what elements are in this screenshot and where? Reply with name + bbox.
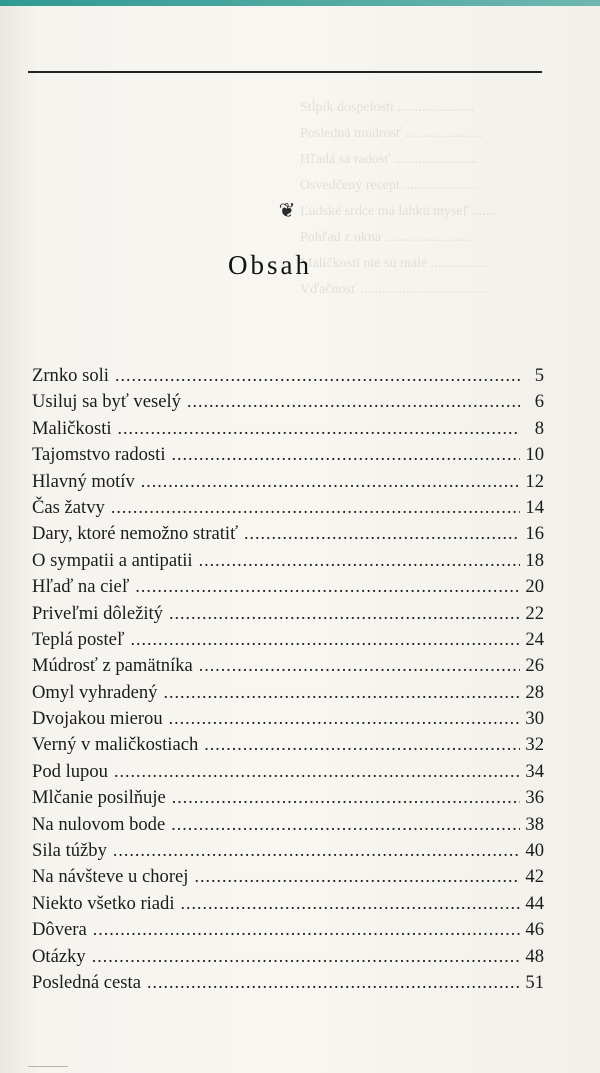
toc-entry-title: O sympatii a antipatii — [32, 549, 193, 571]
toc-entry-title: Na nulovom bode — [32, 813, 166, 835]
toc-entry-page: 48 — [525, 945, 544, 967]
toc-entry — [32, 652, 544, 678]
toc-entry-title: Múdrosť z pamätníka — [32, 655, 193, 677]
toc-entry — [32, 441, 544, 467]
toc-entry-title: Verný v maličkostiach — [32, 734, 199, 756]
toc-entry — [32, 890, 544, 916]
toc-entry-page: 44 — [525, 892, 544, 914]
toc-entry — [32, 494, 544, 520]
toc-entry-title: Omyl vyhradený — [32, 681, 158, 703]
toc-leader-dots — [169, 600, 520, 626]
toc-leader-dots — [194, 863, 520, 889]
toc-entry-page: 51 — [525, 971, 544, 993]
toc-leader-dots — [130, 626, 520, 652]
toc-entry-page: 36 — [525, 787, 544, 809]
toc-entry — [32, 547, 544, 573]
toc-entry-page: 32 — [525, 734, 544, 756]
toc-entry-page: 12 — [525, 470, 544, 492]
page-title: Obsah — [228, 250, 312, 280]
toc-entry-page: 16 — [525, 523, 544, 545]
toc-entry-title: Usiluj sa byť veselý — [32, 391, 181, 413]
toc-leader-dots — [111, 494, 520, 520]
toc-entry — [32, 573, 544, 599]
toc-entry-title: Maličkosti — [32, 417, 112, 439]
toc-leader-dots — [199, 547, 520, 573]
toc-entry — [32, 415, 544, 441]
toc-entry — [32, 679, 544, 705]
toc-leader-dots — [115, 362, 520, 388]
toc-leader-dots — [135, 573, 520, 599]
toc-entry-page: 42 — [525, 866, 544, 888]
toc-entry — [32, 388, 544, 414]
toc-leader-dots — [172, 441, 521, 467]
toc-entry-page: 34 — [525, 760, 544, 782]
toc-leader-dots — [163, 679, 520, 705]
toc-leader-dots — [147, 969, 520, 995]
toc-entry — [32, 626, 544, 652]
toc-entry-title: Priveľmi dôležitý — [32, 602, 163, 624]
toc-entry-title: Čas žatvy — [32, 496, 105, 518]
toc-leader-dots — [181, 890, 520, 916]
toc-entry-page: 5 — [534, 365, 544, 386]
toc-leader-dots — [93, 916, 520, 942]
toc-entry-title: Tajomstvo radosti — [32, 444, 166, 466]
toc-entry-page: 28 — [525, 681, 544, 703]
toc-entry — [32, 784, 544, 810]
toc-entry-page: 38 — [525, 813, 544, 835]
toc-entry — [32, 600, 544, 626]
toc-leader-dots — [169, 705, 520, 731]
toc-entry-page: 26 — [525, 655, 544, 677]
toc-entry — [32, 705, 544, 731]
bleed-through-text: Stĺpik dospelosti ...................... Posledná múdrosť ...................... Hľadá sa radosť ........................ Osvedčený recept ..................... Ľudské srdce má lahkú myseľ ....... Pohľad z okna .......................... Maličkosti nie sú malé ................ Vďačnosť .................................... — [300, 100, 497, 297]
toc-entry-title: Sila túžby — [32, 840, 107, 862]
toc-leader-dots — [113, 837, 520, 863]
toc-entry — [32, 520, 544, 546]
toc-entry-title: Pod lupou — [32, 760, 108, 782]
toc-entry — [32, 362, 544, 388]
toc-entry-page: 30 — [525, 708, 544, 730]
toc-entry-title: Zrnko soli — [32, 365, 109, 386]
toc-entry-title: Dvojakou mierou — [32, 708, 163, 730]
toc-entry-page: 8 — [534, 417, 544, 439]
toc-entry — [32, 468, 544, 494]
toc-leader-dots — [199, 652, 520, 678]
toc-entry — [32, 863, 544, 889]
table-of-contents — [32, 362, 544, 995]
toc-entry-title: Niekto všetko riadi — [32, 892, 175, 914]
toc-entry-title: Hľaď na cieľ — [32, 576, 130, 598]
toc-leader-dots — [204, 731, 520, 757]
toc-entry-page: 22 — [525, 602, 544, 624]
page-edge — [0, 0, 600, 6]
toc-entry-title: Na návšteve u chorej — [32, 866, 189, 888]
toc-leader-dots — [92, 943, 520, 969]
toc-entry-page: 14 — [525, 496, 544, 518]
toc-leader-dots — [141, 468, 520, 494]
toc-leader-dots — [171, 811, 520, 837]
toc-leader-dots — [172, 784, 520, 810]
toc-entry — [32, 969, 544, 995]
toc-leader-dots — [118, 415, 520, 441]
toc-entry-title: Teplá posteľ — [32, 628, 125, 650]
toc-entry-page: 6 — [534, 391, 544, 413]
toc-entry — [32, 837, 544, 863]
toc-leader-dots — [114, 758, 520, 784]
toc-leader-dots — [244, 520, 520, 546]
toc-entry-title: Hlavný motív — [32, 470, 135, 492]
toc-entry — [32, 943, 544, 969]
toc-entry — [32, 811, 544, 837]
toc-entry-page: 24 — [525, 628, 544, 650]
toc-entry-title: Dary, ktoré nemožno stratiť — [32, 523, 239, 545]
toc-entry-page: 10 — [525, 444, 544, 466]
page-bottom-mark — [28, 1066, 68, 1067]
toc-entry — [32, 916, 544, 942]
toc-entry-title: Posledná cesta — [32, 971, 141, 993]
toc-entry-page: 20 — [525, 576, 544, 598]
toc-entry-page: 40 — [525, 840, 544, 862]
toc-entry-title: Otázky — [32, 945, 86, 967]
toc-entry — [32, 731, 544, 757]
toc-leader-dots — [187, 388, 520, 414]
fleuron-ornament-icon: ❦ — [278, 200, 296, 222]
toc-entry-page: 46 — [525, 919, 544, 941]
toc-entry-page: 18 — [525, 549, 544, 571]
header-rule — [28, 71, 542, 73]
toc-entry-title: Mlčanie posilňuje — [32, 787, 166, 809]
toc-entry-title: Dôvera — [32, 919, 87, 941]
toc-entry — [32, 758, 544, 784]
